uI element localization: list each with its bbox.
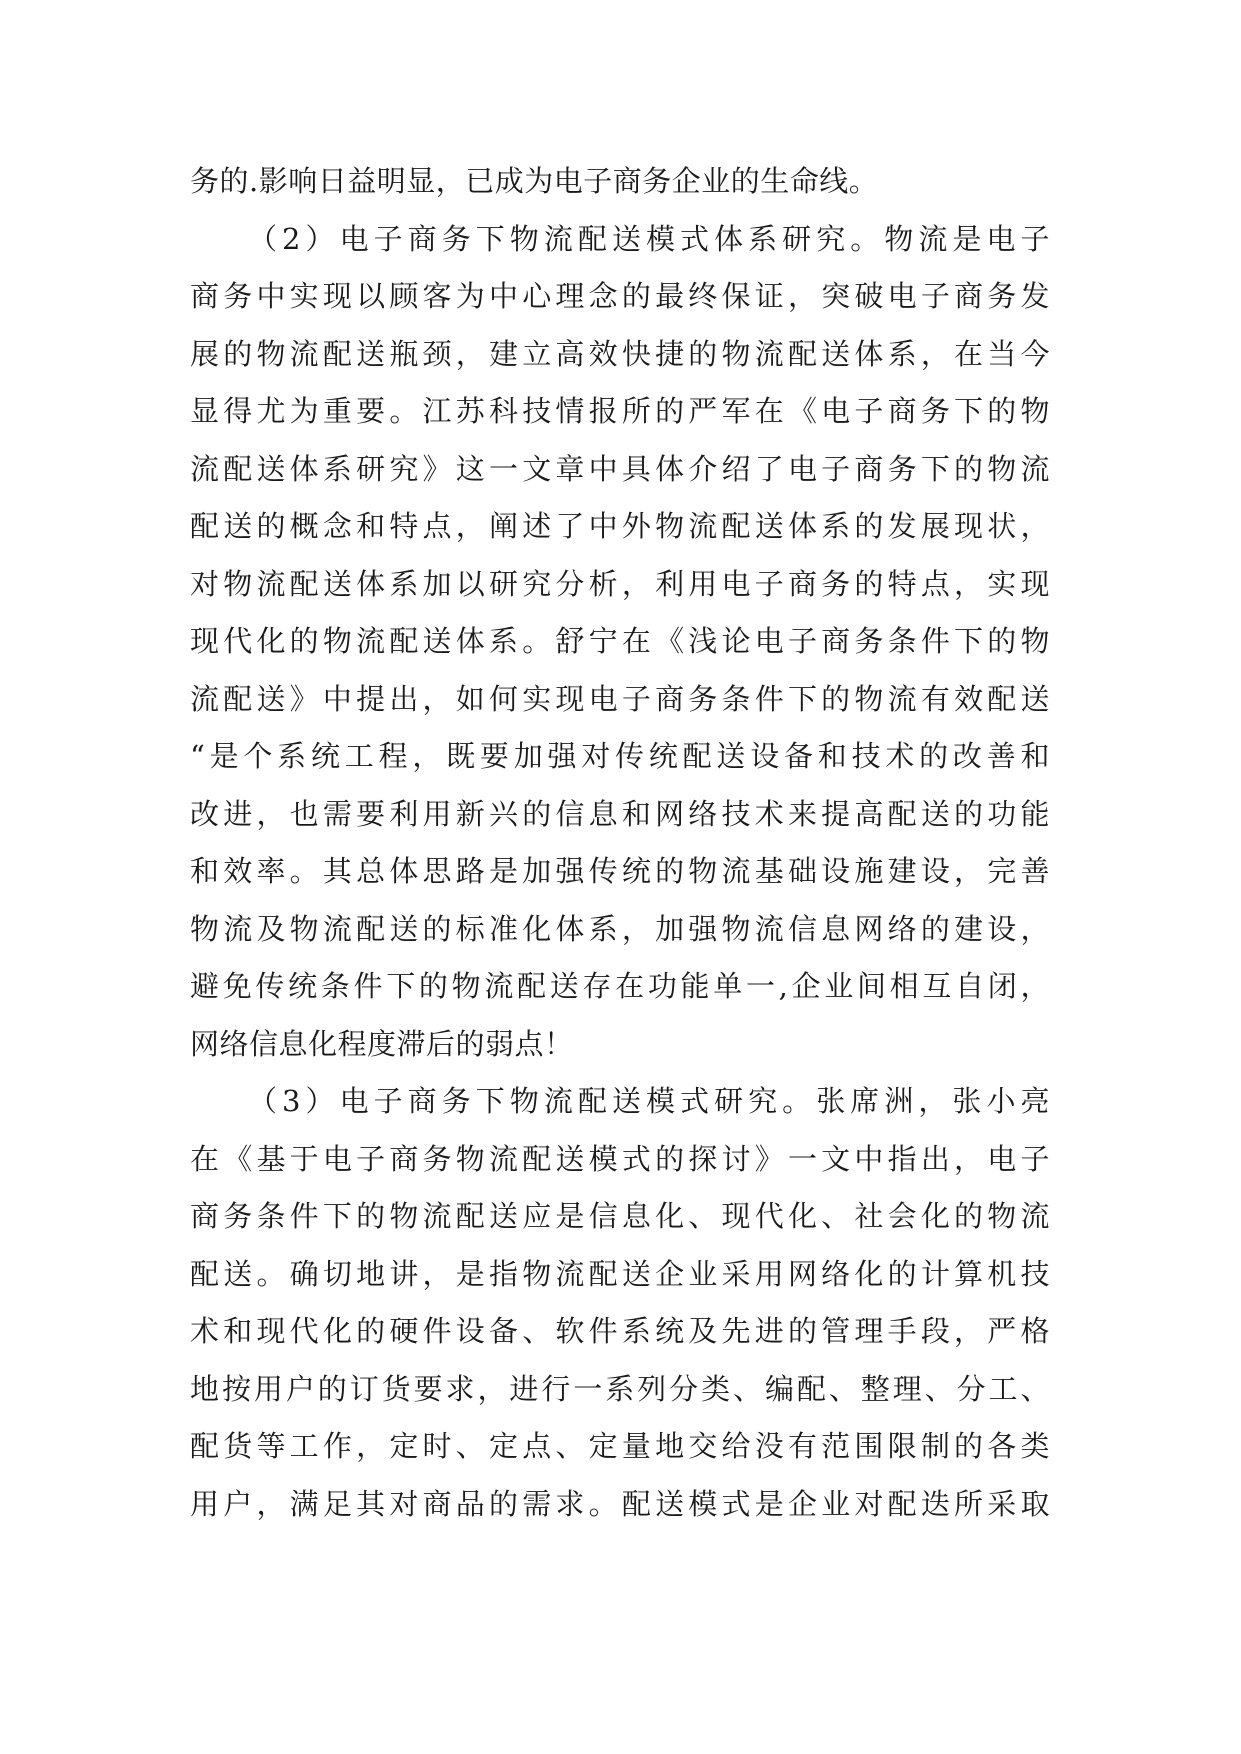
- text-line: 和效率。其总体思路是加强传统的物流基础设施建设，完善: [190, 854, 1050, 888]
- text-line: 物流及物流配送的标准化体系，加强物流信息网络的建设，: [190, 911, 1050, 946]
- text-line: 流配送》中提出，如何实现电子商务条件下的物流有效配送: [190, 681, 1050, 716]
- paragraph-3-heading-line: （3）电子商务下物流配送模式研究。张席洲，张小亮: [248, 1084, 1050, 1118]
- text-line: 商务中实现以顾客为中心理念的最终保证，突破电子商务发: [190, 279, 1050, 313]
- text-line: 网络信息化程度滞后的弱点！: [190, 1026, 574, 1061]
- text-line: 在《基于电子商务物流配送模式的探讨》一文中指出，电子: [190, 1141, 1050, 1176]
- text-line: 流配送体系研究》这一文章中具体介绍了电子商务下的物流: [190, 451, 1050, 486]
- text-line: 改进，也需要利用新兴的信息和网络技术来提高配送的功能: [190, 796, 1050, 831]
- text-line: 配送的概念和特点，阐述了中外物流配送体系的发展现状，: [190, 509, 1050, 543]
- text-line: 现代化的物流配送体系。舒宁在《浅论电子商务条件下的物: [190, 624, 1050, 658]
- text-line: 配货等工作，定时、定点、定量地交给没有范围限制的各类: [190, 1429, 1050, 1463]
- text-line: “是个系统工程，既要加强对传统配送设备和技术的改善和: [190, 739, 1050, 773]
- text-line: 避免传统条件下的物流配送存在功能单一,企业间相互自闭，: [190, 969, 1050, 1003]
- text-line: 术和现代化的硬件设备、软件系统及先进的管理手段，严格: [190, 1314, 1050, 1348]
- text-line: 对物流配送体系加以研究分析，利用电子商务的特点，实现: [190, 566, 1050, 601]
- text-line: 显得尤为重要。江苏科技情报所的严军在《电子商务下的物: [190, 394, 1050, 428]
- body-text: [190, 153, 1050, 1533]
- text-line: 商务条件下的物流配送应是信息化、现代化、社会化的物流: [190, 1199, 1050, 1233]
- paragraph-2-heading-line: （2）电子商务下物流配送模式体系研究。物流是电子: [248, 221, 1050, 256]
- text-line: 地按用户的订货要求，进行一系列分类、编配、整理、分工、: [190, 1371, 1050, 1406]
- text-line: 务的.影响日益明显，已成为电子商务企业的生命线。: [190, 164, 879, 198]
- text-line: 用户，满足其对商品的需求。配送模式是企业对配迭所采取: [190, 1486, 1050, 1521]
- text-line: 展的物流配送瓶颈，建立高效快捷的物流配送体系，在当今: [190, 336, 1050, 371]
- text-line: 配送。确切地讲，是指物流配送企业采用网络化的计算机技: [190, 1256, 1050, 1291]
